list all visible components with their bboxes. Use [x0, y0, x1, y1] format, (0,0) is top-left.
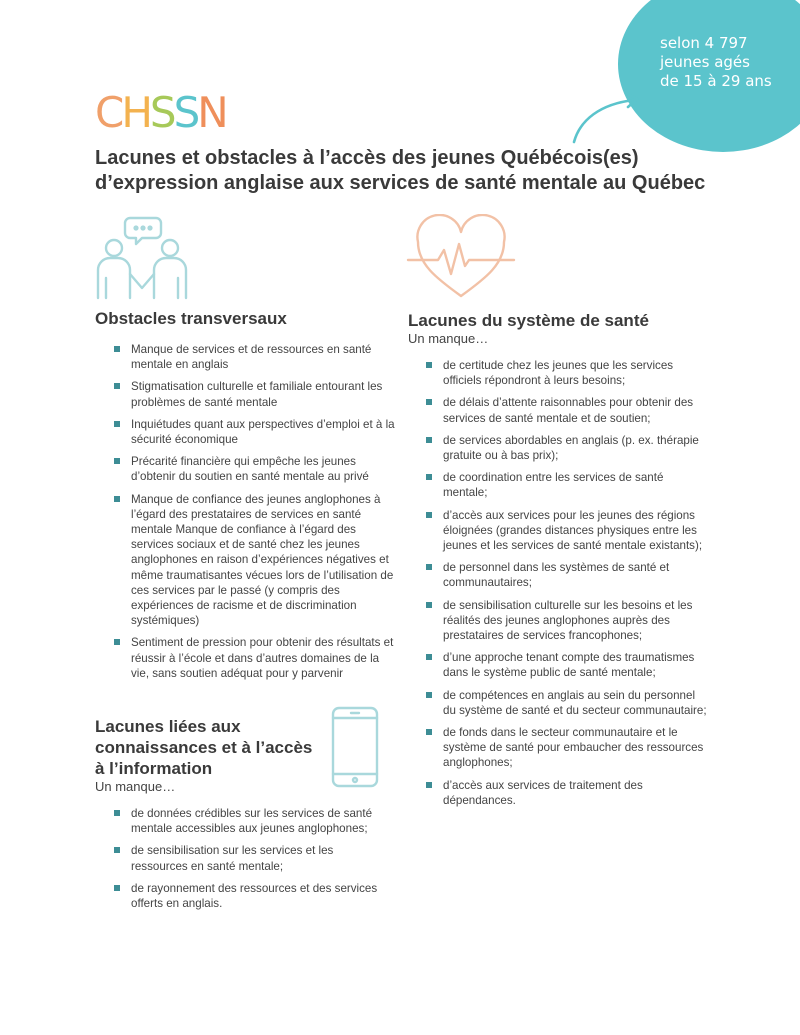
title-line-1: Lacunes et obstacles à l’accès des jeunes Québécois(es): [95, 147, 639, 169]
list-item: d’accès aux services de traitement des dépendances.: [425, 778, 710, 808]
people-talking-icon: [92, 214, 196, 300]
list-item: de certitude chez les jeunes que les services officiels répondront à leurs besoins;: [425, 358, 710, 388]
list-item: de sensibilisation culturelle sur les besoins et les réalités des jeunes anglophones auprès des prestataires de services francophones;: [425, 598, 710, 644]
knowledge-heading-line-2: connaissances et à l’accès: [95, 738, 313, 757]
system-list: [425, 358, 710, 815]
system-heading: Lacunes du système de santé: [408, 311, 649, 330]
list-item: de services abordables en anglais (p. ex. thérapie gratuite ou à bas prix);: [425, 433, 710, 463]
list-item: Sentiment de pression pour obtenir des résultats et réussir à l’école et dans d’autres domaines de la vie, sans soutien adéquat pour y parvenir: [113, 635, 398, 681]
knowledge-list: [113, 806, 388, 918]
curved-arrow-icon: [560, 86, 650, 146]
list-item: Stigmatisation culturelle et familiale entourant les problèmes de santé mentale: [113, 379, 398, 409]
heart-pulse-icon: [406, 214, 516, 300]
list-item: Manque de services et de ressources en santé mentale en anglais: [113, 342, 398, 372]
list-item: Manque de confiance des jeunes anglophones à l’égard des prestataires de services en santé mentale Manque de confiance à l’égard des services sociaux et de santé chez les jeunes anglophones en raison d’expériences négatives et même traumatisantes vécues lors de l’utilisation de ces services par le passé (y compris des expériences de racisme et de discrimination systémiques): [113, 492, 398, 629]
list-item: de sensibilisation sur les services et les ressources en santé mentale;: [113, 843, 388, 873]
list-item: d’accès aux services pour les jeunes des régions éloignées (grandes distances physiques entre les jeunes et les services de santé mentale existants);: [425, 508, 710, 554]
knowledge-heading: [95, 716, 325, 779]
system-intro: Un manque…: [408, 331, 489, 346]
list-item: Inquiétudes quant aux perspectives d’emploi et à la sécurité économique: [113, 417, 398, 447]
list-item: de délais d’attente raisonnables pour obtenir des services de santé mentale et de soutien;: [425, 395, 710, 425]
list-item: d’une approche tenant compte des traumatismes dans le système public de santé mentale;: [425, 650, 710, 680]
list-item: de fonds dans le secteur communautaire et le système de santé pour embaucher des ressources anglophones;: [425, 725, 710, 771]
title-line-2: d’expression anglaise aux services de santé mentale au Québec: [95, 172, 706, 194]
list-item: de compétences en anglais au sein du personnel du système de santé et du secteur communautaire;: [425, 688, 710, 718]
chssn-logo: CHSSN: [95, 88, 226, 137]
list-item: de rayonnement des ressources et des services offerts en anglais.: [113, 881, 388, 911]
list-item: de données crédibles sur les services de santé mentale accessibles aux jeunes anglophones;: [113, 806, 388, 836]
badge-line-3: de 15 à 29 ans: [660, 72, 772, 90]
smartphone-icon: [330, 706, 380, 788]
knowledge-intro: Un manque…: [95, 779, 176, 794]
transversal-list: [113, 342, 398, 688]
transversal-heading: Obstacles transversaux: [95, 309, 287, 328]
list-item: de personnel dans les systèmes de santé et communautaires;: [425, 560, 710, 590]
knowledge-heading-line-1: Lacunes liées aux: [95, 717, 241, 736]
page-title: [95, 146, 735, 196]
badge-line-1: selon 4 797: [660, 34, 748, 52]
list-item: Précarité financière qui empêche les jeunes d’obtenir du soutien en santé mentale au privé: [113, 454, 398, 484]
sample-size-text: [660, 34, 780, 91]
badge-line-2: jeunes agés: [660, 53, 750, 71]
knowledge-heading-line-3: à l’information: [95, 759, 213, 778]
list-item: de coordination entre les services de santé mentale;: [425, 470, 710, 500]
